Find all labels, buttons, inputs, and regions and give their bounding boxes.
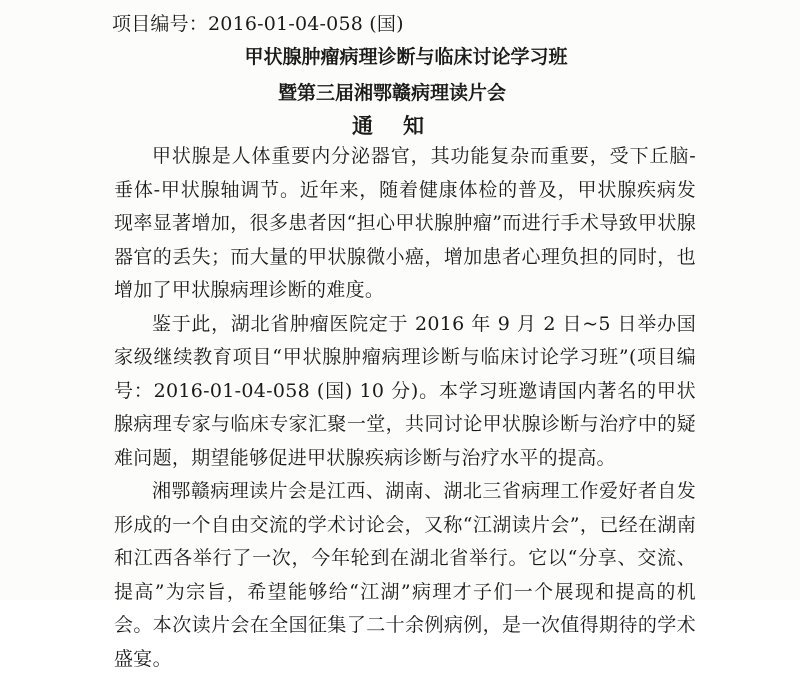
- title-reading-meeting: 暨第三届湘鄂赣病理读片会: [277, 82, 506, 104]
- title-notice: 通知: [352, 114, 454, 138]
- paragraph-course: 鉴于此，湖北省肿瘤医院定于 2016 年 9 月 2 日~5 日举办国家级继续教育项目“甲状腺肿瘤病理诊断与临床讨论学习班”(项目编号：2016-01-04-058 (国) 10 分)。本学习班邀请国内著名的甲状腺病理专家与临床专家汇聚一堂，共同讨论甲状腺诊断与治疗中的疑难问题，期望能够促进甲状腺疾病诊断与治疗水平的提高。: [114, 312, 696, 469]
- paragraph-intro: 甲状腺是人体重要内分泌器官，其功能复杂而重要，受下丘脑-垂体-甲状腺轴调节。近年来，随着健康体检的普及，甲状腺疾病发现率显著增加，很多患者因“担心甲状腺肿瘤”而进行手术导致甲状腺器官的丢失；而大量的甲状腺微小癌，增加患者心理负担的同时，也增加了甲状腺病理诊断的难度。: [114, 145, 696, 301]
- notice-body: [114, 140, 696, 676]
- project-number: 项目编号：2016-01-04-058 (国): [112, 13, 404, 35]
- paragraph-meeting: 湘鄂赣病理读片会是江西、湖南、湖北三省病理工作爱好者自发形成的一个自由交流的学术讨论会，又称“江湖读片会”，已经在湖南和江西各举行了一次，今年轮到在湖北省举行。它以“分享、交流、提高”为宗旨，希望能够给“江湖”病理才子们一个展现和提高的机会。本次读片会在全国征集了二十余例病例，是一次值得期待的学术盛宴。: [114, 480, 696, 670]
- title-course: 甲状腺肿瘤病理诊断与临床讨论学习班: [244, 46, 568, 68]
